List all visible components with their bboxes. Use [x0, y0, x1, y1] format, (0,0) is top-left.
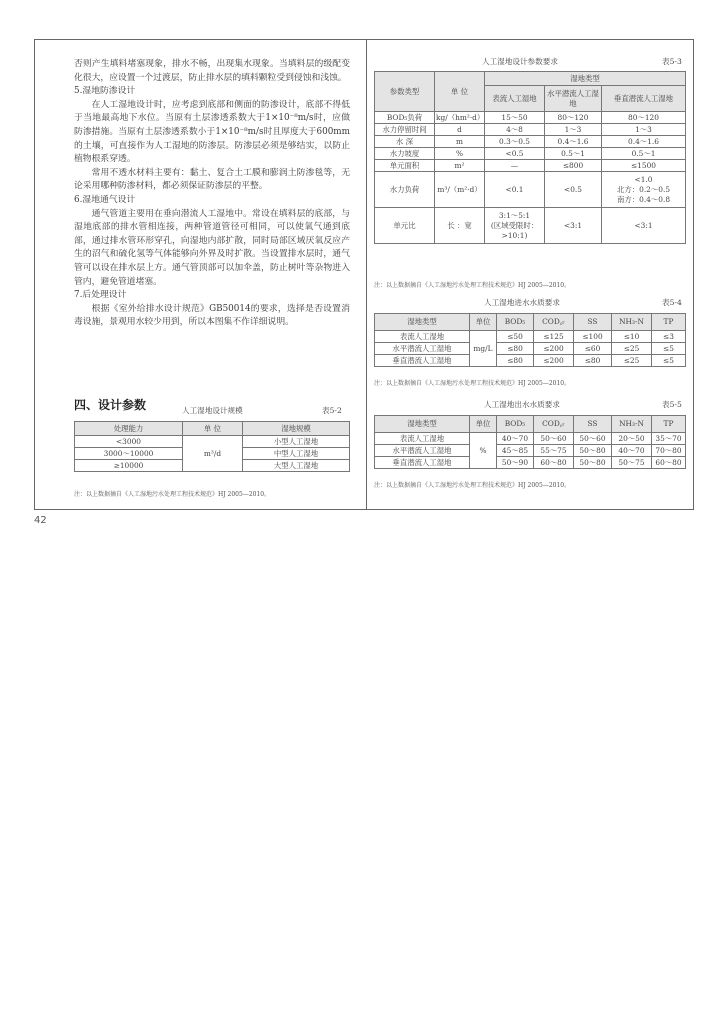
table-cell: 水平潜流人工湿地 [375, 445, 470, 457]
table-cell: 水平潜流人工湿地 [375, 343, 470, 355]
table-cell: ≤25 [612, 343, 652, 355]
table-cell: 水力负荷 [375, 172, 435, 208]
table-cell: ≤200 [534, 355, 574, 367]
left-column [74, 58, 350, 330]
table-cell [485, 208, 545, 244]
paragraph-ventilation: 通气管道主要用在垂向潜流人工湿地中。常设在填料层的底部，与湿地底部的排水管相连接，两种管道管径可相同，可以使氧气通到底部，通过排水管环形穿孔，向湿地内部扩散，同时局部区域厌氧反应产生的沼气和硫化氢等气体能够向外界及时扩散。当设置排水层时，通气管可以设在排水层上方。通气管顶部可以加伞盖，防止树叶等杂物进入管内，避免管道堵塞。 [74, 208, 350, 287]
table-cell: 大型人工湿地 [243, 460, 350, 472]
cell-line: <1.0 [634, 174, 653, 184]
table-cell: — [485, 160, 545, 172]
table53-header-param: 参数类型 [375, 72, 435, 112]
table-cell: 长 ：宽 [435, 208, 485, 244]
table-cell: 45～85 [497, 445, 534, 457]
table-cell: 3000～10000 [75, 448, 183, 460]
table53 [374, 71, 686, 244]
table-cell: 40～70 [612, 445, 652, 457]
table-cell: 0.5～1 [602, 148, 686, 160]
table-cell: m³/（m²·d） [435, 172, 485, 208]
table-cell: 0.4～1.6 [602, 136, 686, 148]
table-cell: 55～75 [534, 445, 574, 457]
table-cell: <0.1 [485, 172, 545, 208]
table-cell: ≤1500 [602, 160, 686, 172]
table-cell: BOD₅负荷 [375, 112, 435, 124]
cell-line: 南方：0.4～0.8 [616, 194, 671, 204]
table54 [374, 313, 686, 367]
table-cell: 0.4～1.6 [545, 136, 602, 148]
table-cell: 80～120 [602, 112, 686, 124]
table-cell: <3:1 [602, 208, 686, 244]
table54-caption: 人工湿地进水水质要求 [484, 298, 560, 307]
table-cell: ≤200 [534, 343, 574, 355]
heading-seepage-design: 5.湿地防渗设计 [74, 86, 136, 97]
table-cell: <3:1 [545, 208, 602, 244]
table-cell: 1～3 [545, 124, 602, 136]
table-cell: ≤800 [545, 160, 602, 172]
table52-note: 注：以上数据摘自《人工湿地污水处理工程技术规范》HJ 2005—2010。 [74, 491, 271, 498]
paragraph-seepage-2: 常用不透水材料主要有：黏土、复合土工膜和膨润土防渗毯等，无论采用哪种防渗材料，都必须保证防渗层的平整。 [74, 167, 350, 192]
page-number: 42 [34, 515, 47, 526]
table-cell: ≤80 [574, 355, 612, 367]
table-cell: 垂直潜流人工湿地 [375, 355, 470, 367]
table-cell: 60～80 [652, 457, 686, 469]
table52-header-scale: 湿地规模 [243, 422, 350, 436]
table-cell: 表流人工湿地 [375, 331, 470, 343]
table-cell: 单元比 [375, 208, 435, 244]
table-cell: ≤80 [497, 355, 534, 367]
table55-note: 注：以上数据摘自《人工湿地污水处理工程技术规范》HJ 2005—2010。 [374, 482, 571, 489]
paragraph-seepage-1: 在人工湿地设计时，应考虑到底部和侧面的防渗设计，底部不得低于当地最高地下水位。当原有土层渗透系数大于1×10⁻⁸m/s时，应做防渗措施。当原有土层渗透系数小于1×10⁻⁸m/s时且厚度大于600mm的土壤，可直接作为人工湿地的防渗层。防渗层必须是够结实，以防止植物根系穿透。 [74, 99, 350, 165]
table53-header-vertical: 垂直潜流人工湿地 [602, 86, 686, 112]
table-cell: 1～3 [602, 124, 686, 136]
table-cell: 50～75 [612, 457, 652, 469]
table53-header-unit: 单 位 [435, 72, 485, 112]
table55-header-nh3n: NH₃-N [612, 416, 652, 433]
table55-unit: % [470, 433, 497, 469]
table-cell: 水 深 [375, 136, 435, 148]
table52-header-capacity: 处理能力 [75, 422, 183, 436]
table53-header-surface: 表流人工湿地 [485, 86, 545, 112]
table55-header-ss: SS [574, 416, 612, 433]
table-cell: m² [435, 160, 485, 172]
table-cell: 小型人工湿地 [243, 436, 350, 448]
table-cell: ≤3 [652, 331, 686, 343]
table-cell: 35～70 [652, 433, 686, 445]
table-cell: 0.5～1 [545, 148, 602, 160]
table-cell: kg/（hm²·d） [436, 112, 485, 122]
table-cell: 50～90 [497, 457, 534, 469]
cell-line: 3:1～5:1 [498, 210, 531, 220]
table-cell: 50～60 [534, 433, 574, 445]
table53-caption: 人工湿地设计参数要求 [482, 57, 558, 66]
table52 [74, 421, 350, 472]
table-cell: 40～70 [497, 433, 534, 445]
cell-line: >10:1) [501, 230, 528, 240]
table-cell: 垂直潜流人工湿地 [375, 457, 470, 469]
table-cell: 50～80 [574, 445, 612, 457]
table-cell: <0.5 [545, 172, 602, 208]
table54-header-ss: SS [574, 314, 612, 331]
section-title: 四、设计参数 [74, 398, 147, 412]
table52-number: 表5-2 [322, 406, 342, 415]
table-cell: m [435, 136, 485, 148]
table54-header-cod: COD꜀ᵣ [534, 314, 574, 331]
table-cell: 50～60 [574, 433, 612, 445]
table55-header-type: 湿地类型 [375, 416, 470, 433]
table55 [374, 415, 686, 469]
paragraph-post-treatment: 根据《室外给排水设计规范》GB50014的要求，选择是否设置消毒设施，景观用水较少用到，所以本图集不作详细说明。 [74, 303, 350, 328]
table53-header-group: 湿地类型 [485, 72, 686, 86]
table-cell: ≤10 [612, 331, 652, 343]
table55-header-unit: 单位 [470, 416, 497, 433]
column-divider [366, 39, 367, 510]
table54-header-nh3n: NH₃-N [612, 314, 652, 331]
table-cell: <3000 [75, 436, 183, 448]
table-cell: 80～120 [545, 112, 602, 124]
table-cell: 20～50 [612, 433, 652, 445]
table53-number: 表5-3 [662, 57, 682, 66]
table55-caption: 人工湿地出水水质要求 [484, 400, 560, 409]
table54-header-tp: TP [652, 314, 686, 331]
table54-header-type: 湿地类型 [375, 314, 470, 331]
table-cell: 70～80 [652, 445, 686, 457]
table-cell: ≤5 [652, 355, 686, 367]
table52-caption: 人工湿地设计规模 [182, 406, 243, 415]
table-cell [602, 172, 686, 208]
table-cell: 单元面积 [375, 160, 435, 172]
table53-note: 注：以上数据摘自《人工湿地污水处理工程技术规范》HJ 2005—2010。 [374, 282, 571, 289]
table-cell: ≤100 [574, 331, 612, 343]
table-cell: ≤50 [497, 331, 534, 343]
table-cell: <0.5 [485, 148, 545, 160]
table55-header-tp: TP [652, 416, 686, 433]
table-cell: d [435, 124, 485, 136]
table55-header-bod: BOD₅ [497, 416, 534, 433]
table-cell: 水力停留时间 [375, 124, 435, 136]
cell-line: 北方：0.2～0.5 [616, 184, 671, 194]
table-cell: ≤125 [534, 331, 574, 343]
table-cell: ≤5 [652, 343, 686, 355]
table-cell: 中型人工湿地 [243, 448, 350, 460]
heading-post-treatment: 7.后处理设计 [74, 290, 127, 301]
table52-header-unit: 单 位 [183, 422, 243, 436]
table-cell: 60～80 [534, 457, 574, 469]
table-cell: 0.3～0.5 [485, 136, 545, 148]
table54-header-bod: BOD₅ [497, 314, 534, 331]
paragraph-continuation: 否则产生填料堵塞现象，排水不畅，出现集水现象。当填料层的级配变化很大，应设置一个过渡层，防止排水层的填料颗粒受到侵蚀和浅蚀。 [74, 59, 350, 83]
table-cell: ≥10000 [75, 460, 183, 472]
table-cell: 4～8 [485, 124, 545, 136]
table54-unit: mg/L [470, 331, 497, 367]
table-cell: 表流人工湿地 [375, 433, 470, 445]
table53-header-horizontal: 水平潜流人工湿地 [545, 86, 602, 112]
heading-ventilation-design: 6.湿地通气设计 [74, 194, 136, 205]
table-cell: 50～80 [574, 457, 612, 469]
table-cell: 水力坡度 [375, 148, 435, 160]
table54-note: 注：以上数据摘自《人工湿地污水处理工程技术规范》HJ 2005—2010。 [374, 380, 571, 387]
table-cell: % [435, 148, 485, 160]
table-cell: ≤60 [574, 343, 612, 355]
table54-header-unit: 单位 [470, 314, 497, 331]
table-cell: ≤25 [612, 355, 652, 367]
table-cell: ≤80 [497, 343, 534, 355]
cell-line: (区域受限时： [490, 220, 539, 230]
table55-number: 表5-5 [662, 400, 682, 409]
table-cell: 15～50 [485, 112, 545, 124]
table54-number: 表5-4 [662, 298, 682, 307]
table55-header-cod: COD꜀ᵣ [534, 416, 574, 433]
table52-unit: m³/d [183, 436, 243, 472]
